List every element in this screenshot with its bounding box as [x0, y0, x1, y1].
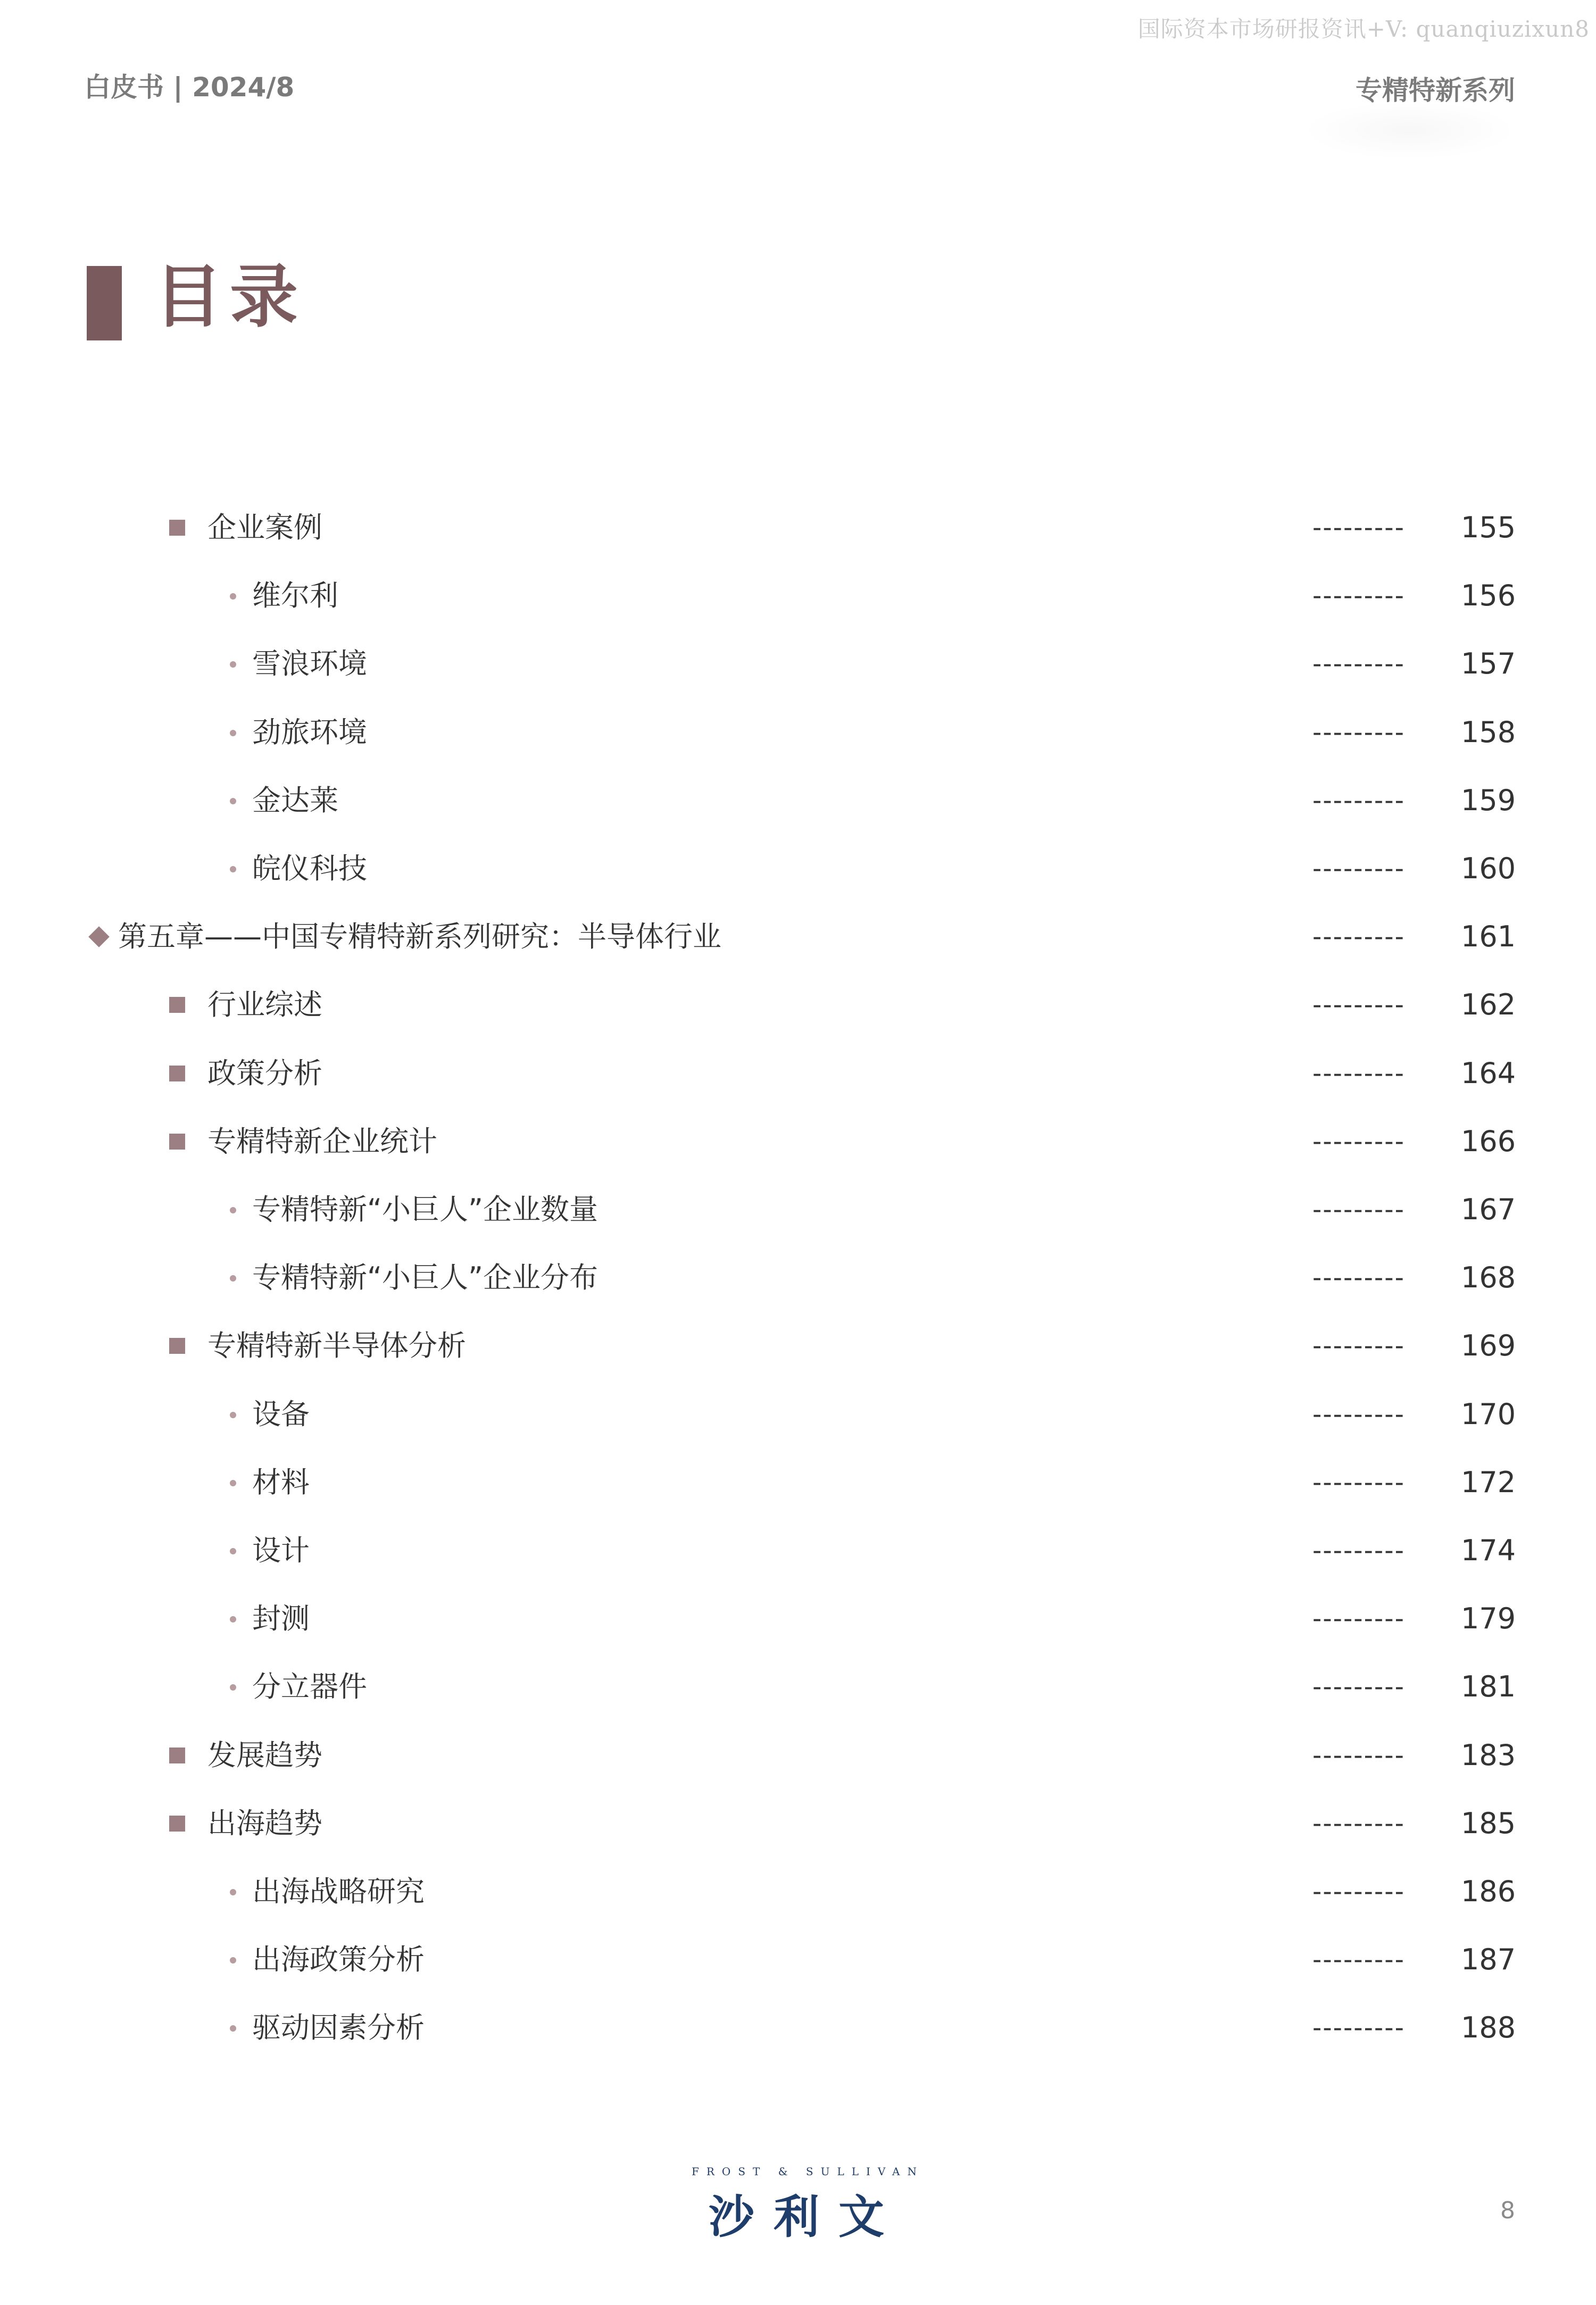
title-accent-bar	[87, 266, 122, 340]
toc-entry-label: 设计	[252, 1534, 310, 1567]
toc-entry-label: 发展趋势	[207, 1738, 322, 1772]
toc-entry-label: 封测	[252, 1602, 310, 1636]
toc-leader-dashes: ---------	[1312, 1877, 1405, 1907]
frost-sullivan-logo	[692, 2165, 924, 2244]
toc-leader-dashes: ---------	[1312, 649, 1405, 679]
dot-bullet-icon	[230, 866, 236, 872]
faded-logo-mark	[1303, 101, 1516, 160]
toc-entry[interactable]	[0, 1870, 1596, 1913]
toc-entry[interactable]	[0, 1938, 1596, 1981]
toc-entry[interactable]	[0, 1052, 1596, 1095]
toc-entry[interactable]	[0, 711, 1596, 754]
series-label: 专精特新系列	[1356, 75, 1515, 106]
toc-entry[interactable]	[0, 2007, 1596, 2049]
toc-entry-label: 专精特新企业统计	[207, 1124, 437, 1158]
toc-page-number: 179	[1461, 1602, 1516, 1636]
toc-leader-dashes: ---------	[1312, 1467, 1405, 1497]
toc-entry-label: 分立器件	[252, 1670, 367, 1704]
dot-bullet-icon	[230, 1889, 236, 1895]
toc-entry[interactable]	[0, 643, 1596, 685]
square-bullet-icon	[169, 520, 185, 536]
toc-leader-dashes: ---------	[1312, 513, 1405, 543]
toc-entry-label: 雪浪环境	[252, 647, 367, 681]
toc-leader-dashes: ---------	[1312, 1672, 1405, 1702]
toc-page-number: 167	[1461, 1193, 1516, 1226]
toc-page-number: 160	[1461, 852, 1516, 885]
square-bullet-icon	[169, 1134, 185, 1150]
toc-entry-label: 出海趋势	[207, 1806, 322, 1840]
toc-entry-label: 出海战略研究	[252, 1875, 425, 1908]
toc-entry[interactable]	[0, 916, 1596, 958]
toc-page-number: 158	[1461, 715, 1516, 749]
toc-leader-dashes: ---------	[1312, 1195, 1405, 1225]
toc-leader-dashes: ---------	[1312, 922, 1405, 952]
toc-page-number: 170	[1461, 1397, 1516, 1431]
toc-leader-dashes: ---------	[1312, 1604, 1405, 1634]
toc-page-number: 183	[1461, 1738, 1516, 1772]
square-bullet-icon	[169, 997, 185, 1013]
toc-leader-dashes: ---------	[1312, 1331, 1405, 1361]
dot-bullet-icon	[230, 798, 236, 804]
toc-leader-dashes: ---------	[1312, 854, 1405, 884]
square-bullet-icon	[169, 1066, 185, 1081]
toc-leader-dashes: ---------	[1312, 1263, 1405, 1293]
toc-page-number: 161	[1461, 920, 1516, 954]
toc-entry-label: 专精特新“小巨人”企业数量	[252, 1193, 598, 1226]
toc-entry-label: 设备	[252, 1397, 310, 1431]
toc-entry-label: 驱动因素分析	[252, 2011, 425, 2045]
toc-entry-label: 材料	[252, 1465, 310, 1499]
toc-leader-dashes: ---------	[1312, 717, 1405, 747]
toc-page-number: 157	[1461, 647, 1516, 681]
square-bullet-icon	[169, 1816, 185, 1832]
logo-chinese-text: 沙利文	[709, 2191, 903, 2244]
toc-entry-label: 第五章——中国专精特新系列研究：半导体行业	[118, 920, 721, 954]
toc-entry[interactable]	[0, 1802, 1596, 1845]
toc-entry-label: 出海政策分析	[252, 1943, 425, 1977]
toc-page-number: 169	[1461, 1329, 1516, 1363]
toc-entry[interactable]	[0, 1256, 1596, 1299]
toc-entry-label: 金达莱	[252, 783, 338, 817]
toc-entry-label: 企业案例	[207, 511, 322, 544]
toc-leader-dashes: ---------	[1312, 1399, 1405, 1429]
toc-entry-label: 劲旅环境	[252, 715, 367, 749]
toc-page-number: 156	[1461, 579, 1516, 613]
dot-bullet-icon	[230, 661, 236, 668]
logo-english-text: FROST & SULLIVAN	[692, 2165, 924, 2178]
toc-entry[interactable]	[0, 984, 1596, 1026]
toc-page-number: 186	[1461, 1875, 1516, 1908]
dot-bullet-icon	[230, 1275, 236, 1282]
toc-leader-dashes: ---------	[1312, 1058, 1405, 1088]
toc-page-number: 168	[1461, 1261, 1516, 1295]
toc-leader-dashes: ---------	[1312, 990, 1405, 1020]
dot-bullet-icon	[230, 1480, 236, 1486]
dot-bullet-icon	[230, 1548, 236, 1554]
toc-entry[interactable]	[0, 779, 1596, 822]
toc-page-number: 181	[1461, 1670, 1516, 1704]
diamond-bullet-icon	[88, 926, 110, 947]
toc-leader-dashes: ---------	[1312, 1536, 1405, 1566]
toc-leader-dashes: ---------	[1312, 581, 1405, 611]
toc-entry[interactable]	[0, 1529, 1596, 1572]
toc-entry-label: 维尔利	[252, 579, 338, 613]
toc-entry-label: 皖仪科技	[252, 852, 367, 885]
dot-bullet-icon	[230, 1412, 236, 1418]
toc-page-number: 155	[1461, 511, 1516, 544]
toc-page-number: 172	[1461, 1465, 1516, 1499]
toc-page-number: 159	[1461, 783, 1516, 817]
dot-bullet-icon	[230, 593, 236, 600]
toc-entry-label: 专精特新“小巨人”企业分布	[252, 1261, 598, 1295]
square-bullet-icon	[169, 1748, 185, 1763]
toc-leader-dashes: ---------	[1312, 1808, 1405, 1838]
dot-bullet-icon	[230, 1616, 236, 1622]
square-bullet-icon	[169, 1338, 185, 1354]
toc-entry-label: 行业综述	[207, 988, 322, 1022]
toc-leader-dashes: ---------	[1312, 2013, 1405, 2043]
toc-entry-label: 专精特新半导体分析	[207, 1329, 466, 1363]
toc-page-number: 188	[1461, 2011, 1516, 2045]
toc-entry[interactable]	[0, 506, 1596, 549]
toc-page-number: 162	[1461, 988, 1516, 1022]
toc-page-number: 187	[1461, 1943, 1516, 1977]
dot-bullet-icon	[230, 2025, 236, 2032]
toc-page-number: 185	[1461, 1806, 1516, 1840]
toc-entry[interactable]	[0, 1597, 1596, 1640]
dot-bullet-icon	[230, 1207, 236, 1213]
toc-leader-dashes: ---------	[1312, 1945, 1405, 1975]
toc-page-number: 166	[1461, 1124, 1516, 1158]
toc-entry[interactable]	[0, 1393, 1596, 1436]
toc-entry[interactable]	[0, 1666, 1596, 1708]
toc-entry-label: 政策分析	[207, 1056, 322, 1090]
toc-entry[interactable]	[0, 847, 1596, 890]
toc-leader-dashes: ---------	[1312, 1740, 1405, 1770]
page-title: 目录	[154, 257, 306, 337]
page-number: 8	[1500, 2197, 1515, 2224]
toc-page-number: 174	[1461, 1534, 1516, 1567]
toc-entry[interactable]	[0, 1461, 1596, 1504]
toc-entry[interactable]	[0, 1325, 1596, 1367]
dot-bullet-icon	[230, 730, 236, 736]
watermark-text: 国际资本市场研报资讯+V: quanqiuzixun8	[1137, 16, 1590, 42]
document-label: 白皮书 | 2024/8	[84, 72, 295, 103]
toc-entry[interactable]	[0, 575, 1596, 617]
toc-leader-dashes: ---------	[1312, 1126, 1405, 1156]
toc-entry[interactable]	[0, 1120, 1596, 1163]
toc-page-number: 164	[1461, 1056, 1516, 1090]
dot-bullet-icon	[230, 1684, 236, 1691]
toc-entry[interactable]	[0, 1734, 1596, 1777]
toc-leader-dashes: ---------	[1312, 785, 1405, 816]
dot-bullet-icon	[230, 1957, 236, 1963]
toc-entry[interactable]	[0, 1188, 1596, 1231]
